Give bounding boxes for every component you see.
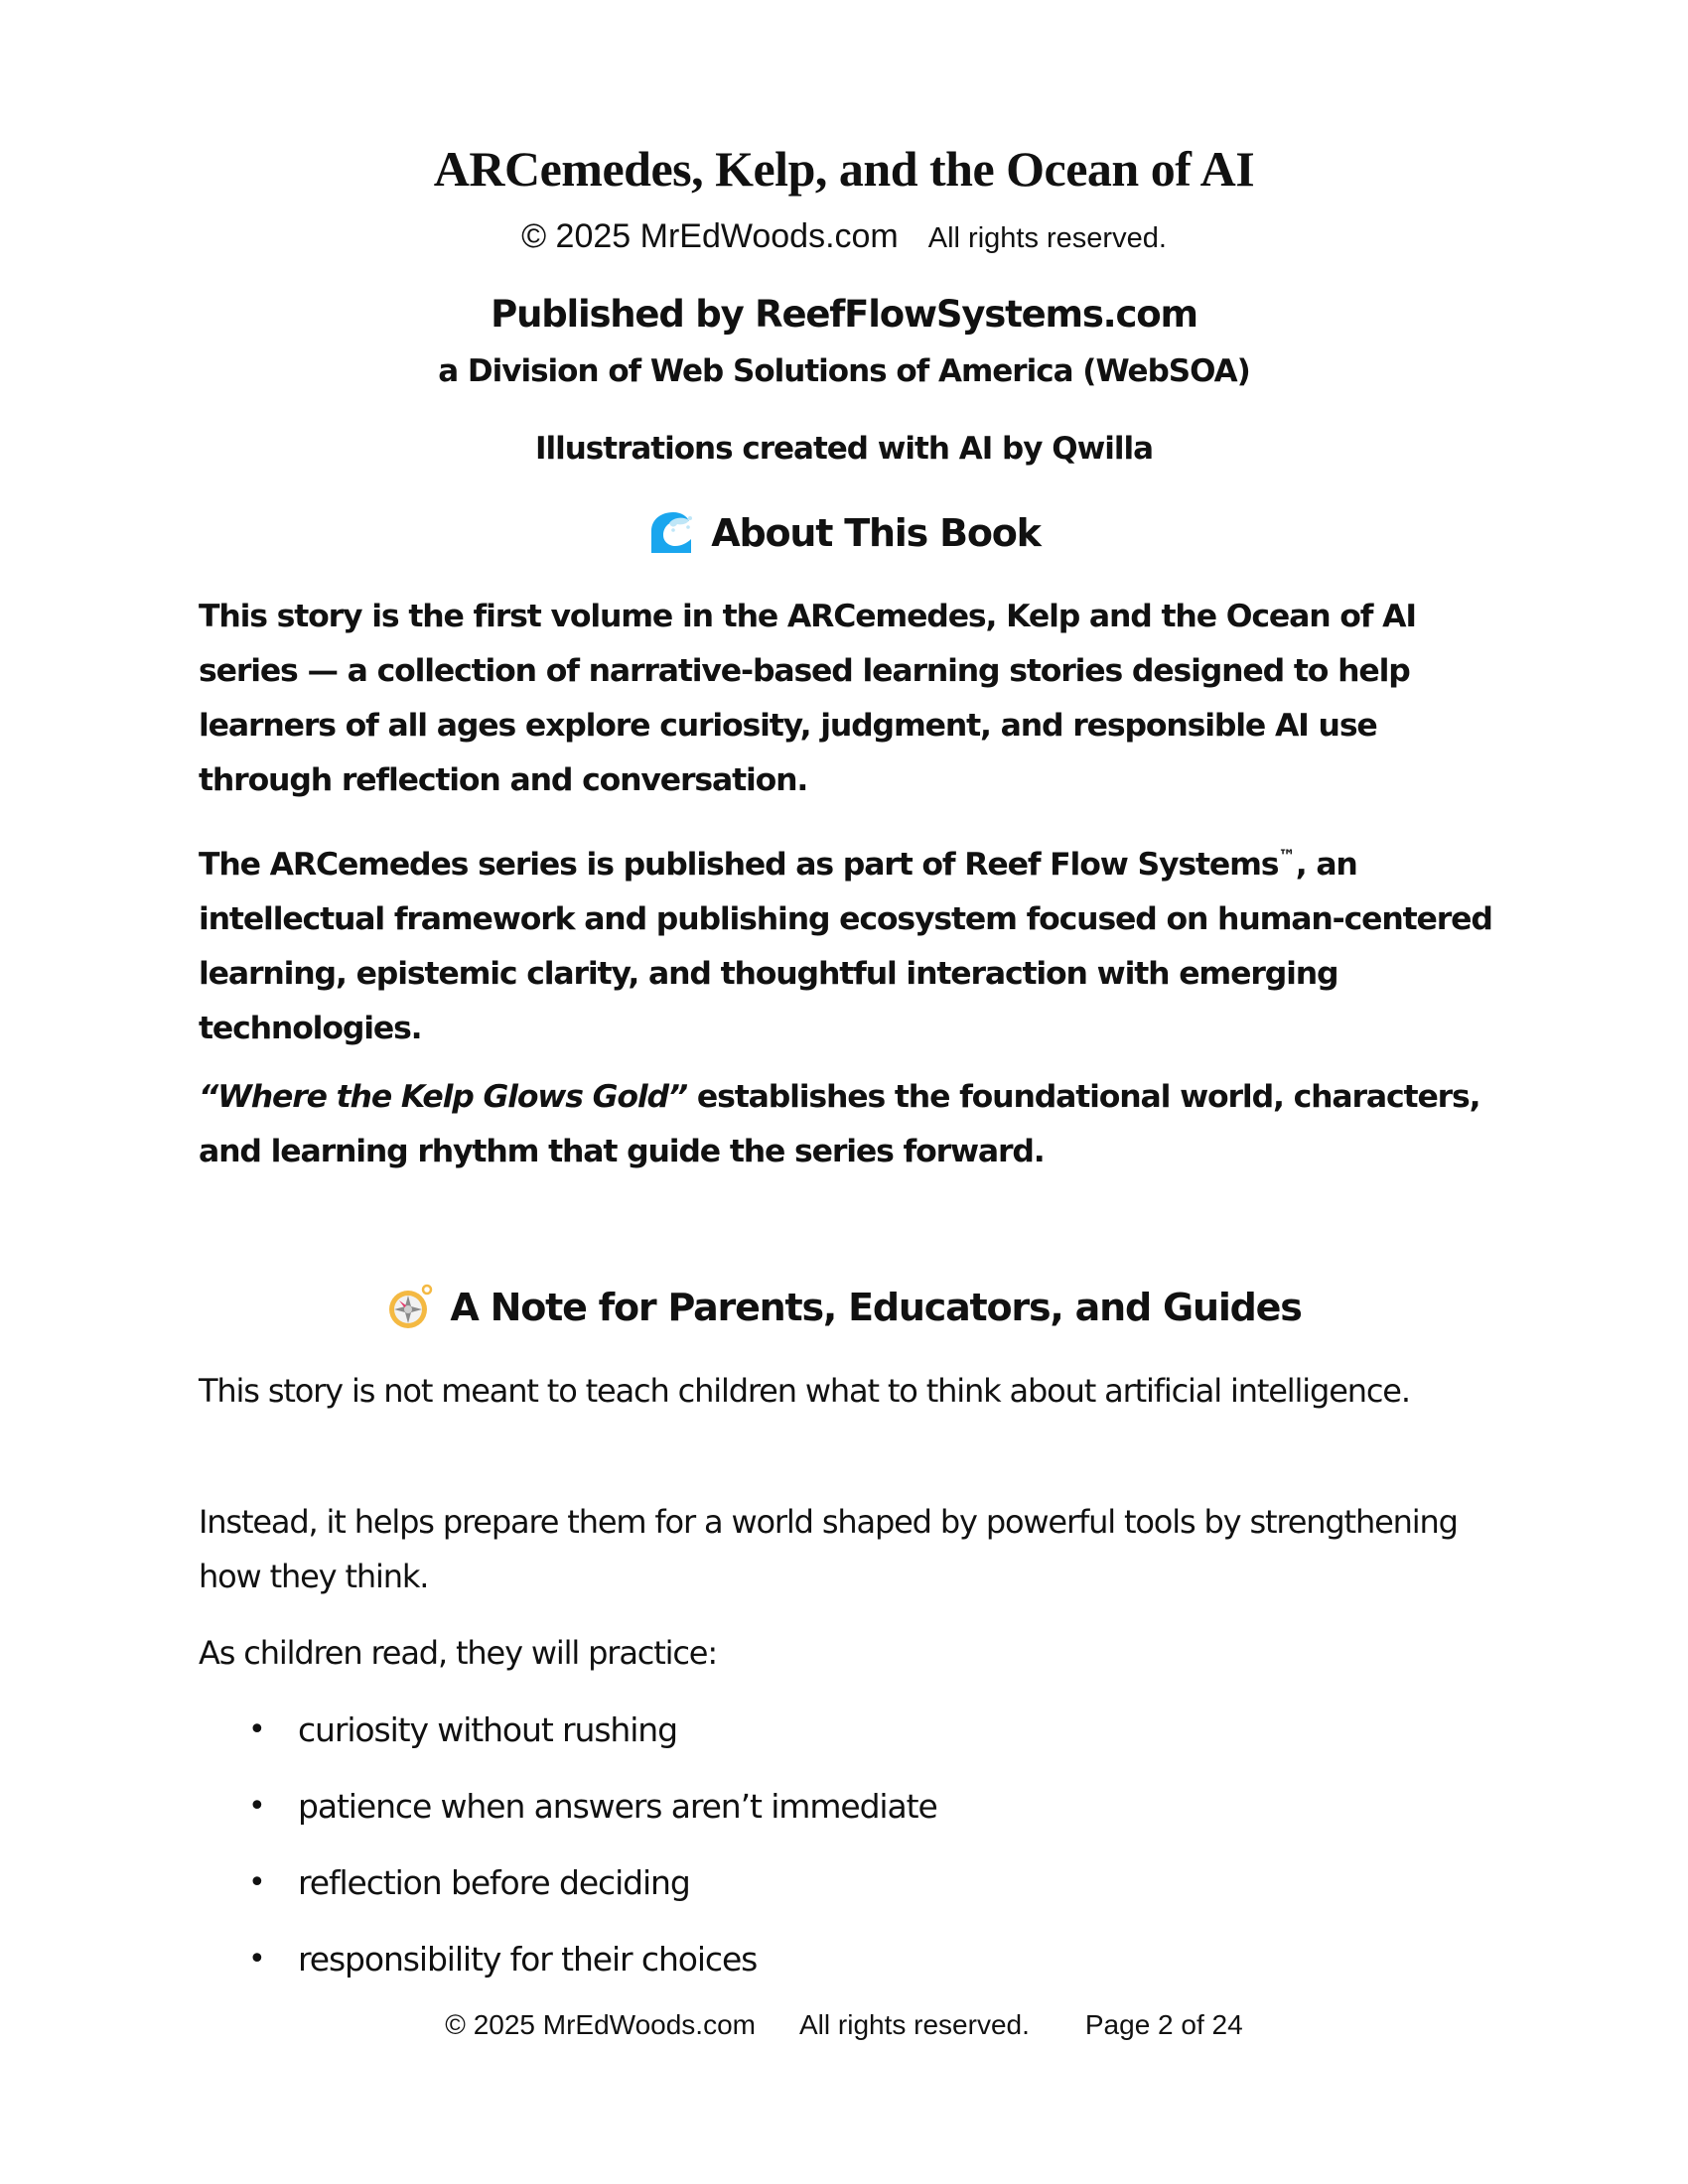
division-line: a Division of Web Solutions of America (WebSOA) (438, 353, 1250, 389)
about-heading (0, 506, 1688, 560)
illustrations-credit: Illustrations created with AI by Qwilla (534, 431, 1154, 467)
list-item-text: reflection before deciding (298, 1863, 690, 1902)
about-paragraph-1 (199, 590, 1509, 808)
list-item (199, 1703, 1390, 1779)
note-heading-text: A Note for Parents, Educators, and Guides (450, 1286, 1302, 1329)
about-paragraph-2 (199, 830, 1509, 1056)
practice-list (199, 1703, 1390, 2008)
note-paragraph-2 (199, 1495, 1509, 1604)
about-paragraph-2-text (199, 830, 1509, 1056)
copyright-header (0, 214, 1688, 265)
note-paragraph-1 (199, 1364, 1509, 1419)
book-title: ARCemedes, Kelp, and the Ocean of AI (433, 141, 1255, 197)
trademark-symbol: ™ (1278, 847, 1296, 867)
list-item-text: curiosity without rushing (298, 1710, 677, 1749)
list-item-text: responsibility for their choices (298, 1940, 758, 1979)
about-paragraph-1-text: This story is the first volume in the ARCemedes, Kelp and the Ocean of AI series — a collection of narrative-based learning stories designed to help learners of all ages explore curiosity, judgment, and responsible AI use through reflection and conversation. (199, 599, 1416, 798)
list-item (199, 1779, 1390, 1855)
bullet-icon: • (248, 1942, 265, 1977)
about-paragraph-2-part2: , an intellectual framework and publishing ecosystem focused on human-centered learning, epistemic clarity, and thoughtful interaction with emerging technologies. (199, 846, 1492, 1046)
note-paragraph-3-text: As children read, they will practice: (199, 1634, 717, 1672)
copyright-text: © 2025 MrEdWoods.com (521, 217, 899, 255)
about-paragraph-2-part1: The ARCemedes series is published as part of Reef Flow Systems (199, 846, 1279, 883)
rights-text: All rights reserved. (927, 222, 1167, 254)
bullet-icon: • (248, 1712, 265, 1747)
footer-rights: All rights reserved. (799, 2009, 1030, 2040)
page-number: Page 2 of 24 (1084, 2009, 1243, 2040)
note-paragraph-2-text: Instead, it helps prepare them for a world shaped by powerful tools by strengthening how they think. (199, 1503, 1458, 1595)
about-paragraph-3-text (199, 1070, 1509, 1179)
bullet-icon: • (248, 1865, 265, 1900)
note-paragraph-3 (199, 1626, 1509, 1681)
list-item-text: patience when answers aren’t immediate (298, 1787, 937, 1826)
about-paragraph-3-rest: establishes the foundational world, characters, and learning rhythm that guide the series forward. (199, 1079, 1480, 1169)
list-item (199, 1932, 1390, 2008)
note-heading (0, 1281, 1688, 1334)
compass-icon (386, 1284, 434, 1331)
book-volume-title: “Where the Kelp Glows Gold” (199, 1079, 688, 1115)
page-footer (0, 2005, 1688, 2045)
bullet-icon: • (248, 1789, 265, 1824)
note-paragraph-1-text: This story is not meant to teach children what to think about artificial intelligence. (199, 1372, 1410, 1410)
footer-copyright: © 2025 MrEdWoods.com (445, 2009, 756, 2040)
about-heading-text: About This Book (711, 511, 1041, 555)
publisher-line: Published by ReefFlowSystems.com (491, 293, 1197, 336)
wave-icon (647, 509, 695, 557)
about-paragraph-3 (199, 1070, 1509, 1179)
list-item (199, 1855, 1390, 1932)
